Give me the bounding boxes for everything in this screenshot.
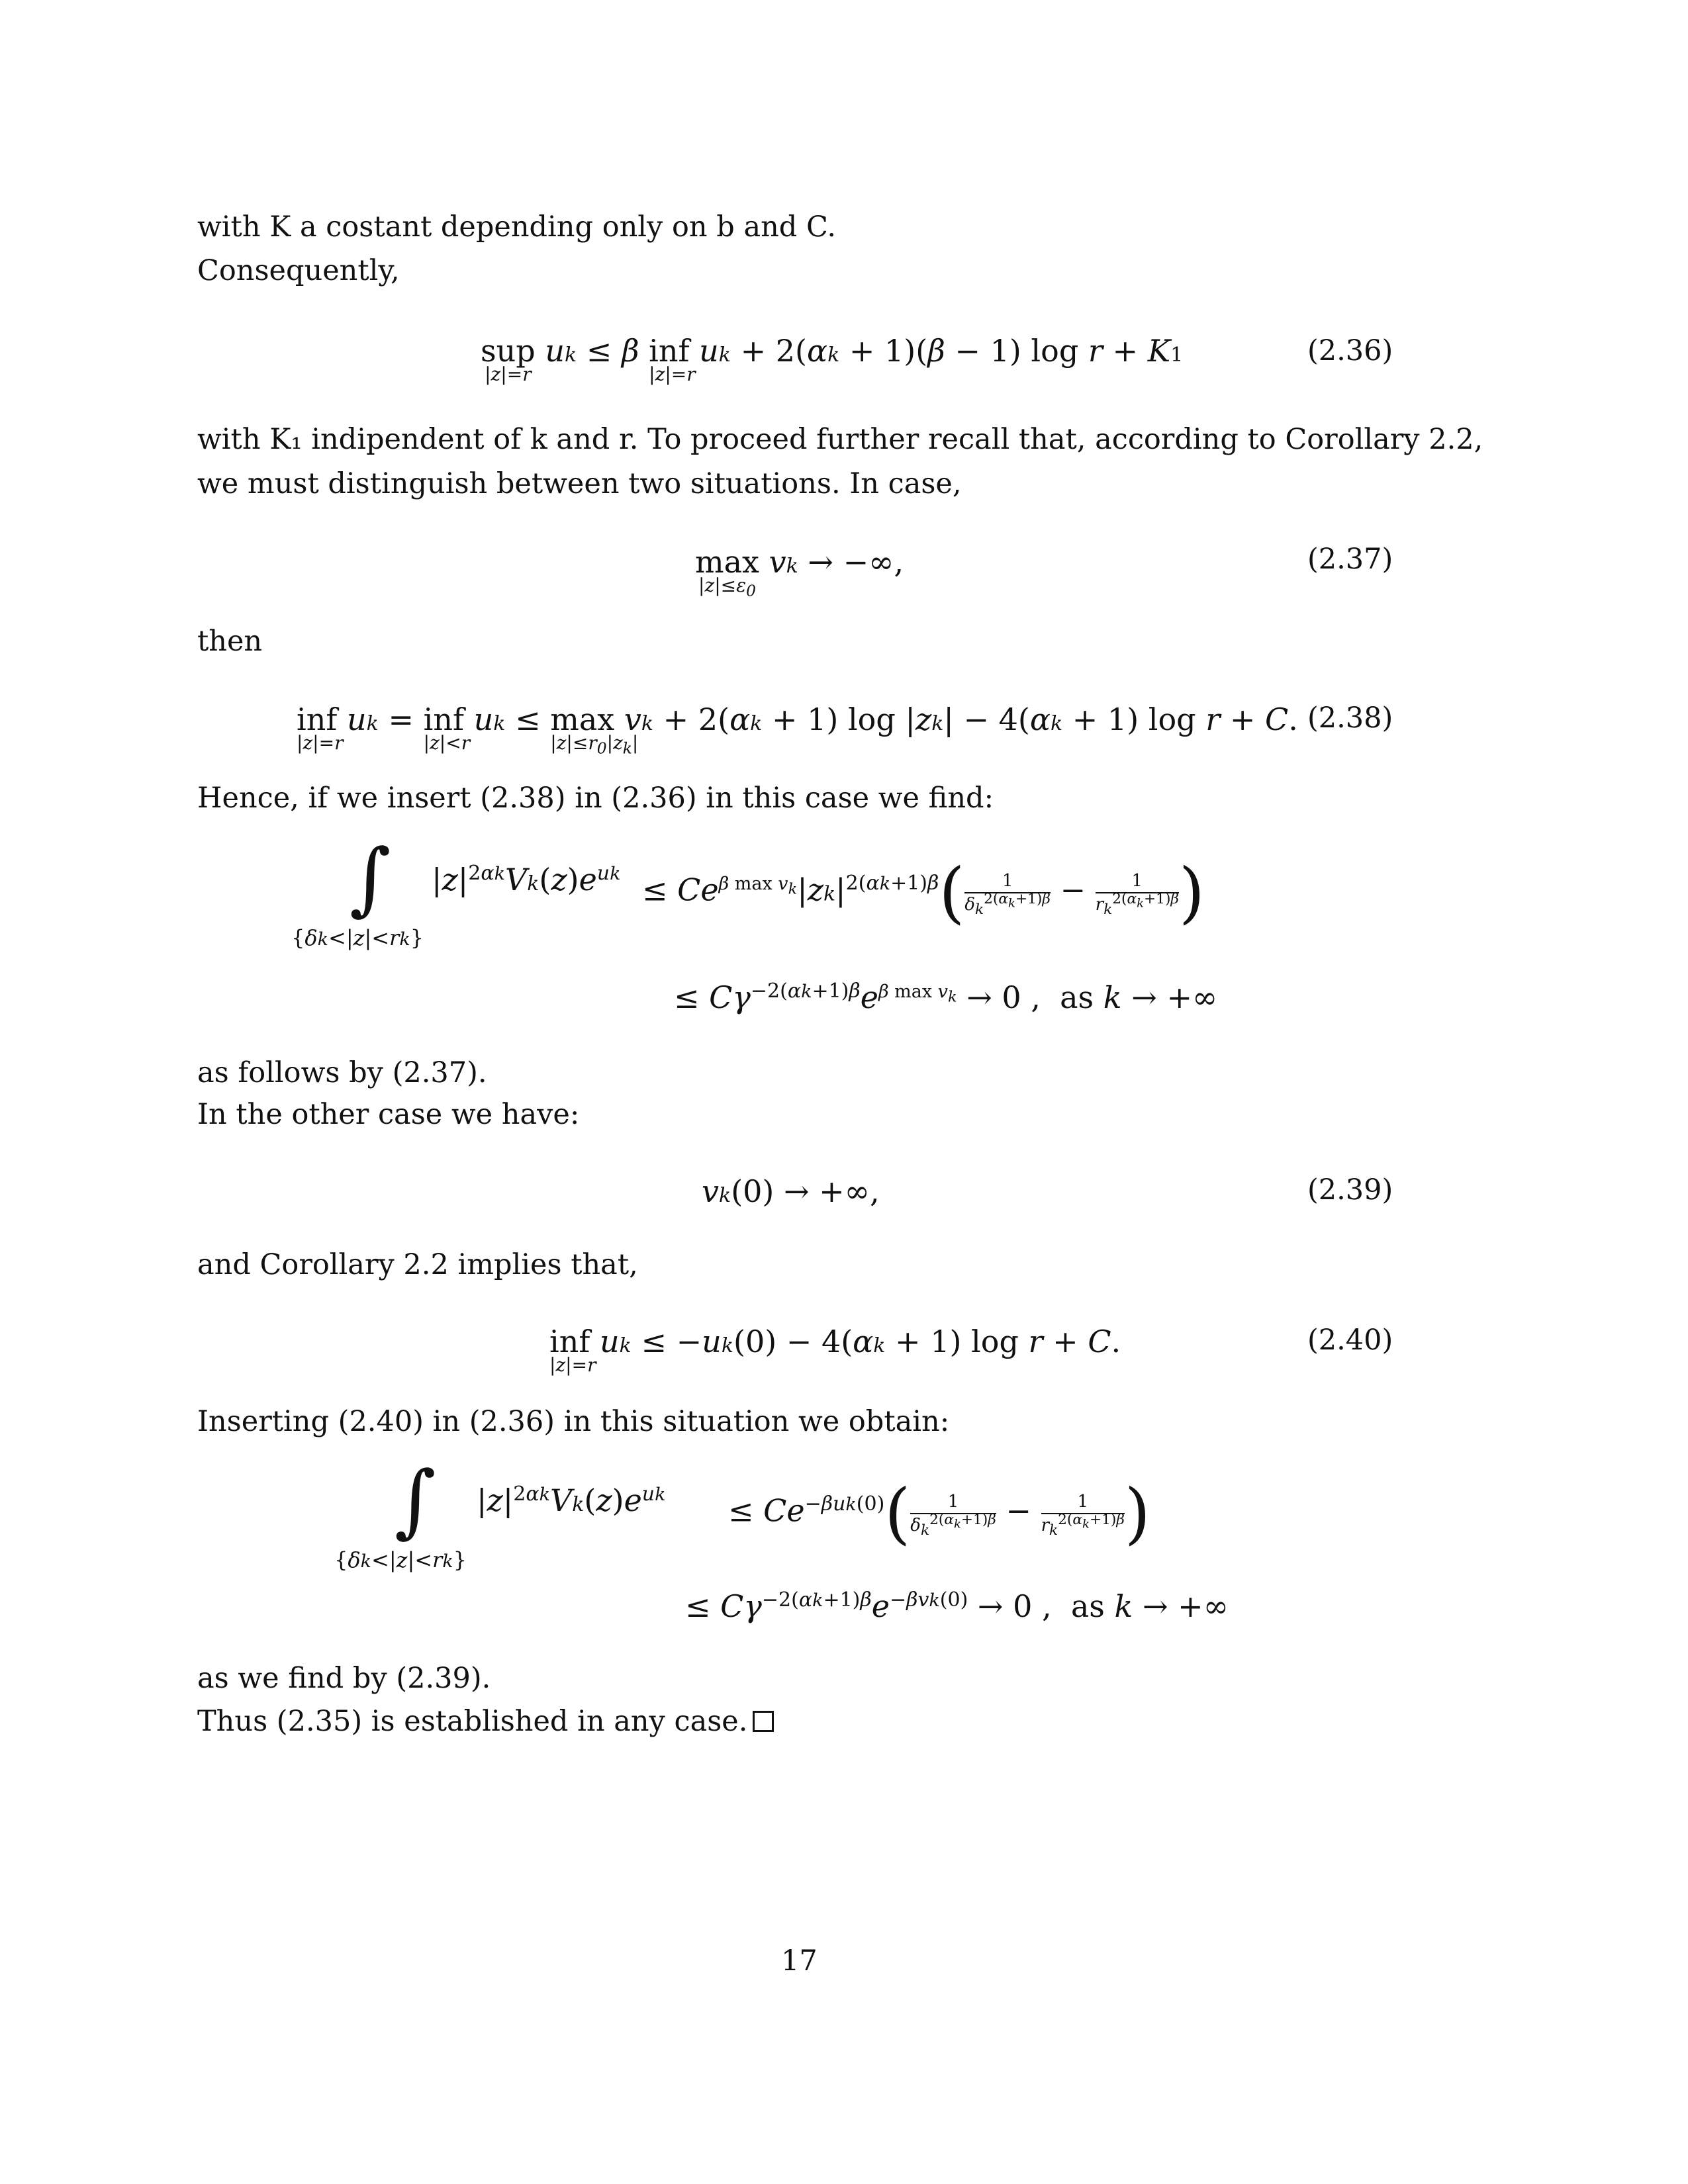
estimate-line-2: ≤ $C\gamma^{-2(\alpha k+1)\beta}e^{\beta max v_k} \to 0$ , as k → +∞ <box>674 979 1218 1015</box>
text-line: Thus (2.35) is established in any case. <box>197 1705 748 1738</box>
equation-2-39: vk(0) → +∞, <box>702 1173 880 1209</box>
equation-number: (2.38) <box>1307 702 1393 735</box>
estimate-line-1: ≤ $Ce^{\beta max v_k}|zk|^{2(\alpha k+1)\beta}$( $\frac{1}{\delta_k^{2(\alpha_k+1)\beta}}$ − $\frac{1}{r_k^{2(\alpha_k+1)\beta}}$ ) <box>642 854 1205 931</box>
equation-number: (2.40) <box>1307 1324 1393 1357</box>
text-line: Consequently, <box>197 254 400 287</box>
integrand: $|z|^{2\alpha k}Vk(z)e^{uk}$ <box>432 861 621 897</box>
equation-2-37: max $|z|\le\varepsilon_0$ vk → −∞, <box>695 544 904 600</box>
equation-number: (2.36) <box>1307 334 1393 367</box>
page-number: 17 <box>781 1944 818 1978</box>
text-line-qed <box>197 1707 774 1736</box>
estimate-line-2: ≤ $C\gamma^{-2(\alpha k+1)\beta}e^{-\beta vk(0)} \to 0$ , as k → +∞ <box>685 1588 1229 1624</box>
integral-limits: {δk<|z|<rk} <box>334 1547 467 1572</box>
text-line: with K₁ indipendent of k and r. To proceed further recall that, according to Corollary 2.2, <box>197 423 1483 456</box>
text-line: with K a costant depending only on b and C. <box>197 210 837 244</box>
estimate-line-1: ≤ $Ce^{-\beta uk(0)}$( $\frac{1}{\delta_k^{2(\alpha_k+1)\beta}}$ − $\frac{1}{r_k^{2(\alpha_k+1)\beta}}$ ) <box>728 1475 1150 1552</box>
text-line: as follows by (2.37). <box>197 1056 487 1089</box>
equation-2-40: inf |z|=r uk ≤ −uk(0) − 4(αk + 1) log r + C. <box>549 1324 1121 1376</box>
integrand: $|z|^{2\alpha k}Vk(z)e^{uk}$ <box>477 1482 666 1518</box>
equation-2-36: sup |z|=r uk ≤ β inf |z|=r uk + 2(αk + 1)(β − 1) log r + K1 <box>481 333 1184 385</box>
integral-sign: ∫ <box>395 1455 436 1547</box>
text-line: then <box>197 625 263 658</box>
integral-limits: {δk<|z|<rk} <box>291 925 424 950</box>
text-line: and Corollary 2.2 implies that, <box>197 1248 638 1281</box>
text-line: In the other case we have: <box>197 1098 580 1131</box>
integral-sign: ∫ <box>350 833 391 925</box>
text-line: Inserting (2.40) in (2.36) in this situation we obtain: <box>197 1405 950 1438</box>
text-line: as we find by (2.39). <box>197 1662 491 1695</box>
qed-box <box>753 1711 774 1732</box>
text-line: Hence, if we insert (2.38) in (2.36) in this case we find: <box>197 782 994 815</box>
text-line: we must distinguish between two situations. In case, <box>197 467 962 500</box>
equation-2-38: inf |z|=r uk = inf |z|<r uk ≤ max $|z|\le r_0|z_k|$ vk + 2(αk + 1) log |zk| − 4(αk + 1) log r + C. <box>297 702 1298 758</box>
equation-number: (2.37) <box>1307 543 1393 576</box>
equation-number: (2.39) <box>1307 1173 1393 1206</box>
